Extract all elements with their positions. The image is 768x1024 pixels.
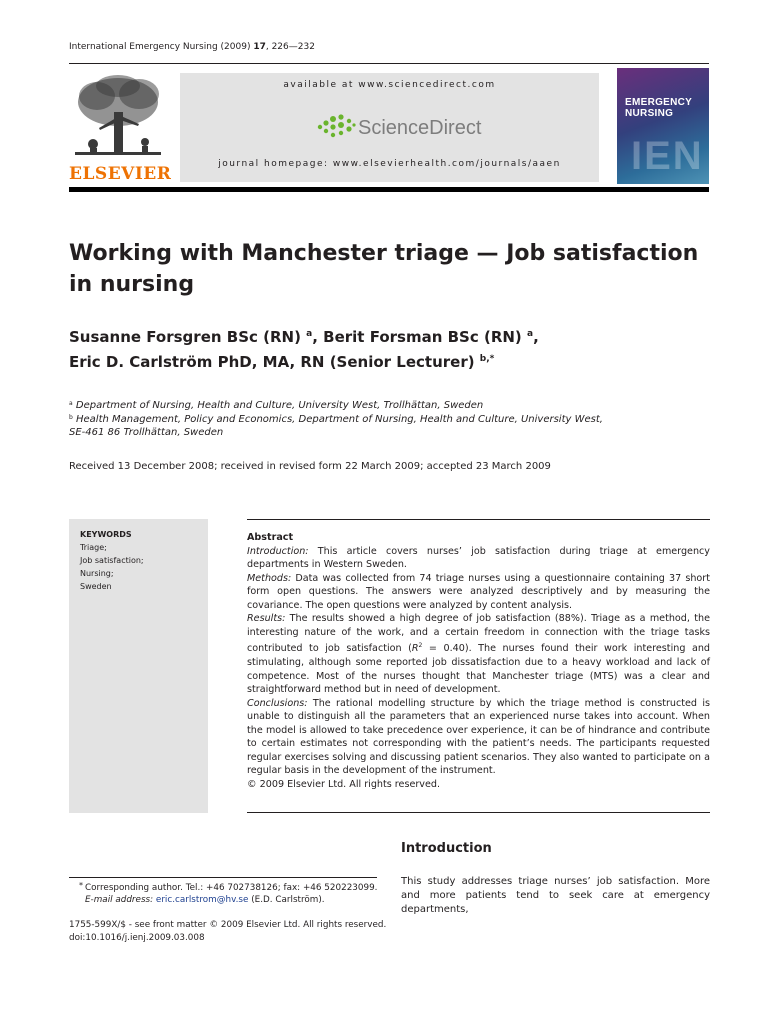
elsevier-logo	[69, 72, 172, 184]
journal-volume: 17	[253, 42, 266, 52]
elsevier-wordmark: ELSEVIER	[69, 164, 172, 184]
introduction-heading: Introduction	[401, 841, 492, 856]
keyword-item: Triage;	[80, 543, 107, 552]
abstract-heading: Abstract	[247, 532, 294, 543]
abstract	[247, 531, 710, 792]
keyword-item: Job satisfaction;	[80, 556, 144, 565]
abstract-results: Results: The results showed a high degree of job satisfaction (88%). Triage as a method, the interesting nature of the work, and a certain freedom in connection with the triage tasks contributed to job satisfaction $(R^2 = 0.40)$. The nurses found their work interesting and stimulating, although some reported job dissatisfaction due to a heavy workload and lack of competence. Most of the nurses thought that Manchester triage (MTS) was a clear and straightforward method but in need of development.	[247, 613, 710, 696]
issn-line: 1755-599X/$ - see front matter © 2009 Elsevier Ltd. All rights reserved.	[69, 920, 387, 930]
journal-reference: International Emergency Nursing (2009) 17, 226—232	[69, 42, 315, 52]
footnote-rule	[69, 877, 377, 878]
issn-doi	[69, 919, 386, 945]
corresponding-author: * Corresponding author. Tel.: +46 702738126; fax: +46 520223099.	[79, 881, 378, 893]
footnote	[69, 880, 389, 906]
sciencedirect-logo	[316, 113, 481, 143]
keywords-box	[69, 519, 208, 813]
header-rule	[69, 63, 709, 64]
keywords-heading: KEYWORDS	[80, 530, 132, 539]
cover-title-line2: NURSING	[625, 108, 674, 119]
journal-cover	[617, 68, 709, 184]
journal-homepage-text[interactable]: journal homepage: www.elsevierhealth.com/journals/aaen	[218, 159, 561, 169]
abstract-conclusions: Conclusions: The rational modelling structure by which the triage method is constructed is unable to distinguish all the parameters that an experienced nurse takes into account. When the model is allowed to take precedence over experience, it can be of hindrance and contribute to certain estimates not corresponding with the patient’s needs. The participants requested regular exercises solving and discussing patient scenarios. They also wanted to participate on a regular basis in the development of the instrument.	[247, 697, 710, 777]
keyword-item: Nursing;	[80, 569, 114, 578]
abstract-introduction: Introduction: This article covers nurses’ job satisfaction during triage at emergency departments in Western Sweden.	[247, 545, 710, 571]
email-line: E-mail address: eric.carlstrom@hv.se (E.D. Carlström).	[85, 895, 325, 905]
sciencedirect-available-text[interactable]: available at www.sciencedirect.com	[283, 80, 496, 90]
email-link[interactable]: eric.carlstrom@hv.se	[155, 895, 249, 905]
elsevier-tree-icon	[69, 72, 167, 162]
sciencedirect-wordmark: ScienceDirect	[358, 116, 482, 139]
abstract-top-rule	[247, 519, 710, 520]
introduction-text: This study addresses triage nurses’ job satisfaction. More and more patients tend to seek care at emergency departments,	[401, 876, 710, 915]
article-title: Working with Manchester triage — Job satisfaction in nursing	[69, 241, 699, 297]
sciencedirect-banner	[180, 73, 599, 182]
sciencedirect-dots-icon	[316, 113, 356, 143]
received-dates: Received 13 December 2008; received in revised form 22 March 2009; accepted 23 March 2009	[69, 461, 551, 472]
abstract-bottom-rule	[247, 812, 710, 813]
header-thick-rule	[69, 187, 709, 192]
author-line-1: Susanne Forsgren BSc (RN) $^a$, Berit Forsman BSc (RN) $^a$,	[69, 328, 539, 346]
abstract-copyright: © 2009 Elsevier Ltd. All rights reserved.	[247, 779, 441, 791]
doi-line[interactable]: doi:10.1016/j.ienj.2009.03.008	[69, 933, 205, 943]
affiliation-a: $^a$ Department of Nursing, Health and Culture, University West, Trollhättan, Sweden	[69, 400, 484, 411]
keyword-item: Sweden	[80, 582, 112, 591]
author-list	[69, 323, 709, 373]
abstract-methods: Methods: Data was collected from 74 triage nurses using a questionnaire containing 37 short form open questions. The answers were analyzed descriptively and by measuring the covariance. The open questions were analyzed by content analysis.	[247, 572, 710, 611]
author-line-2: Eric D. Carlström PhD, MA, RN (Senior Lecturer) $^{b,*}$	[69, 353, 495, 371]
affiliation-b-cont: SE-461 86 Trollhättan, Sweden	[69, 427, 224, 438]
cover-letters: IEN	[631, 134, 704, 178]
cover-title-line1: EMERGENCY	[625, 97, 693, 108]
affiliation-b: $^b$ Health Management, Policy and Economics, Department of Nursing, Health and Culture, University West,	[69, 414, 603, 425]
